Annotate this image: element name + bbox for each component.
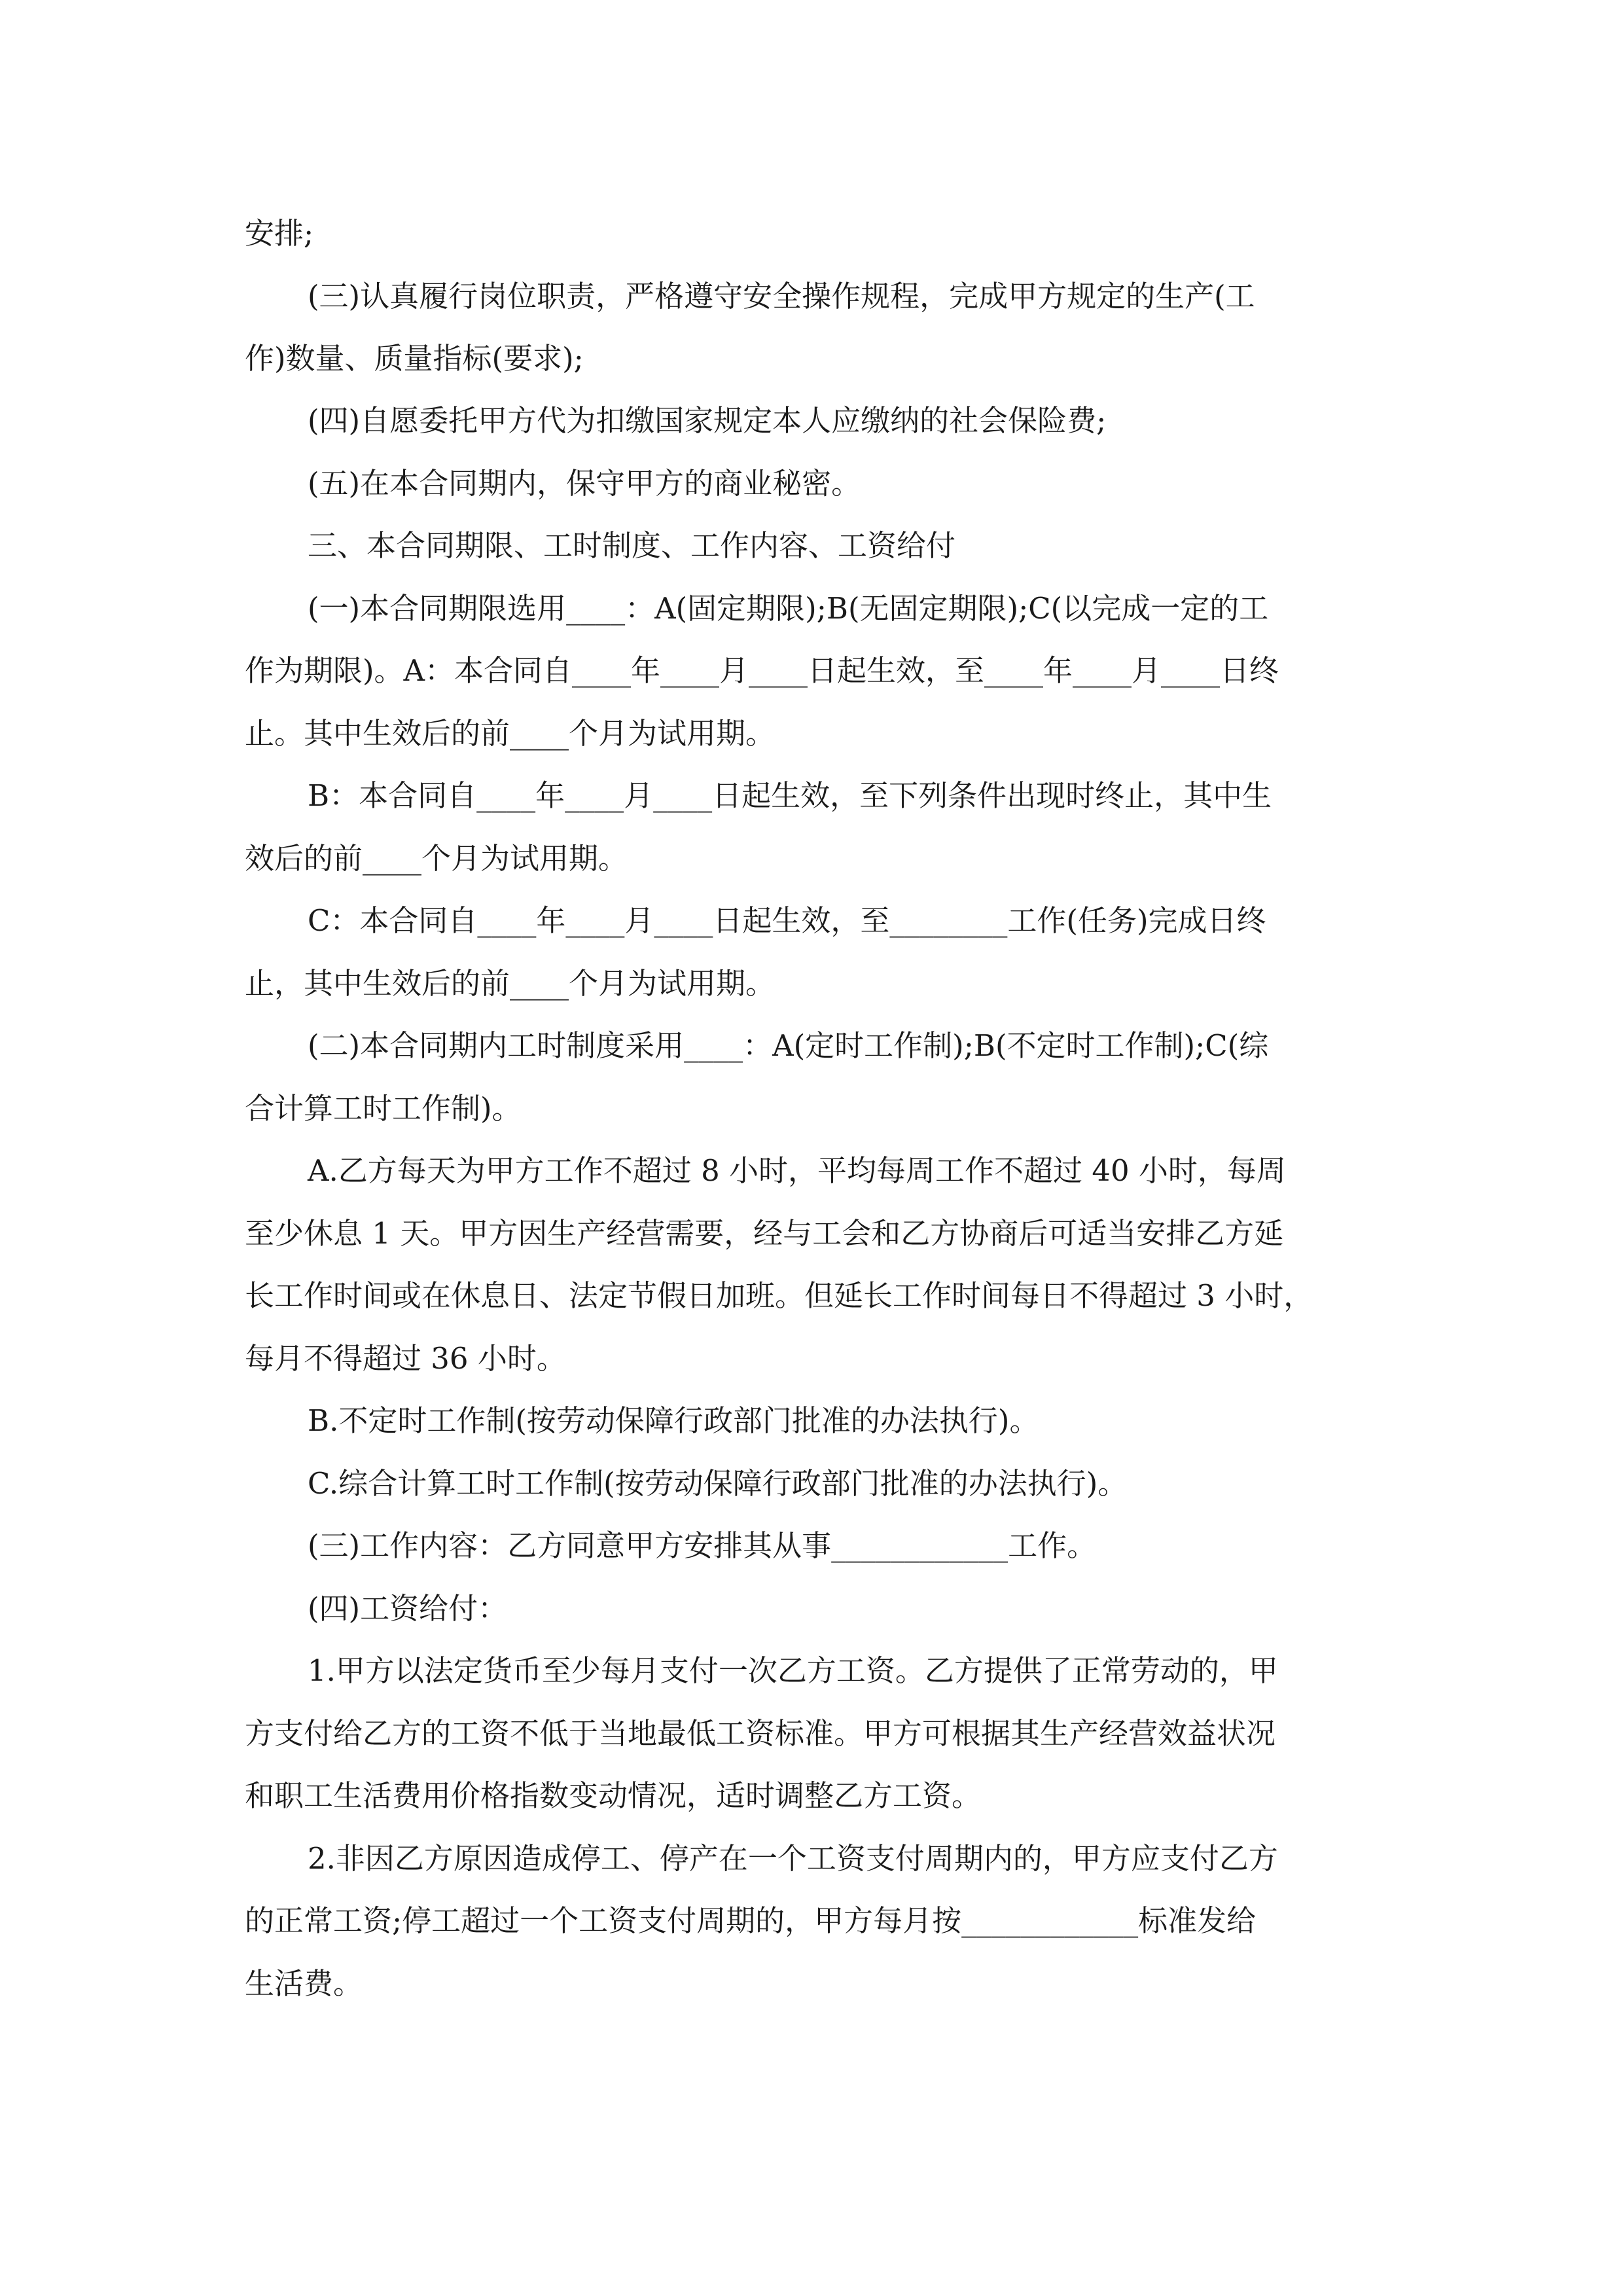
text-line: 2.非因乙方原因造成停工、停产在一个工资支付周期内的，甲方应支付乙方: [308, 1841, 1278, 1876]
text-line: 合计算工时工作制)。: [245, 1091, 522, 1126]
text-line: 方支付给乙方的工资不低于当地最低工资标准。甲方可根据其生产经营效益状况: [245, 1716, 1276, 1751]
text-line: 的正常工资;停工超过一个工资支付周期的，甲方每月按____________标准发给: [245, 1903, 1257, 1938]
text-line: B：本合同自____年____月____日起生效，至下列条件出现时终止，其中生: [308, 778, 1272, 813]
text-line: 长工作时间或在休息日、法定节假日加班。但延长工作时间每日不得超过 3 小时，: [245, 1278, 1313, 1313]
text-line: 作)数量、质量指标(要求);: [245, 341, 584, 376]
text-line: 至少休息 1 天。甲方因生产经营需要，经与工会和乙方协商后可适当安排乙方延: [245, 1216, 1284, 1251]
text-line: 作为期限)。A：本合同自____年____月____日起生效，至____年____月____日终: [245, 653, 1279, 688]
text-line: 效后的前____个月为试用期。: [245, 841, 628, 876]
text-line: A.乙方每天为甲方工作不超过 8 小时，平均每周工作不超过 40 小时，每周: [308, 1153, 1286, 1188]
text-line: (三)工作内容：乙方同意甲方安排其从事____________工作。: [308, 1528, 1097, 1563]
section-heading: 三、本合同期限、工时制度、工作内容、工资给付: [308, 528, 956, 563]
text-line: B.不定时工作制(按劳动保障行政部门批准的办法执行)。: [308, 1403, 1039, 1438]
text-line: 和职工生活费用价格指数变动情况，适时调整乙方工资。: [245, 1778, 982, 1813]
text-line: 止，其中生效后的前____个月为试用期。: [245, 966, 776, 1001]
text-line: (一)本合同期限选用____：A(固定期限);B(无固定期限);C(以完成一定的工: [308, 591, 1269, 626]
text-line: 1.甲方以法定货币至少每月支付一次乙方工资。乙方提供了正常劳动的，甲: [308, 1653, 1278, 1688]
text-line: (四)自愿委托甲方代为扣缴国家规定本人应缴纳的社会保险费;: [308, 403, 1107, 438]
text-line: 止。其中生效后的前____个月为试用期。: [245, 716, 776, 751]
text-line: (三)认真履行岗位职责，严格遵守安全操作规程，完成甲方规定的生产(工: [308, 279, 1255, 314]
text-line: 生活费。: [245, 1966, 363, 2001]
text-line: C：本合同自____年____月____日起生效，至________工作(任务)完成日终: [308, 903, 1266, 938]
text-line: (二)本合同期内工时制度采用____：A(定时工作制);B(不定时工作制);C(综: [308, 1028, 1269, 1063]
text-line: (四)工资给付：: [308, 1591, 508, 1626]
text-line: 安排;: [245, 216, 314, 251]
text-line: 每月不得超过 36 小时。: [245, 1341, 566, 1376]
text-line: (五)在本合同期内，保守甲方的商业秘密。: [308, 466, 861, 501]
text-line: C.综合计算工时工作制(按劳动保障行政部门批准的办法执行)。: [308, 1466, 1128, 1501]
